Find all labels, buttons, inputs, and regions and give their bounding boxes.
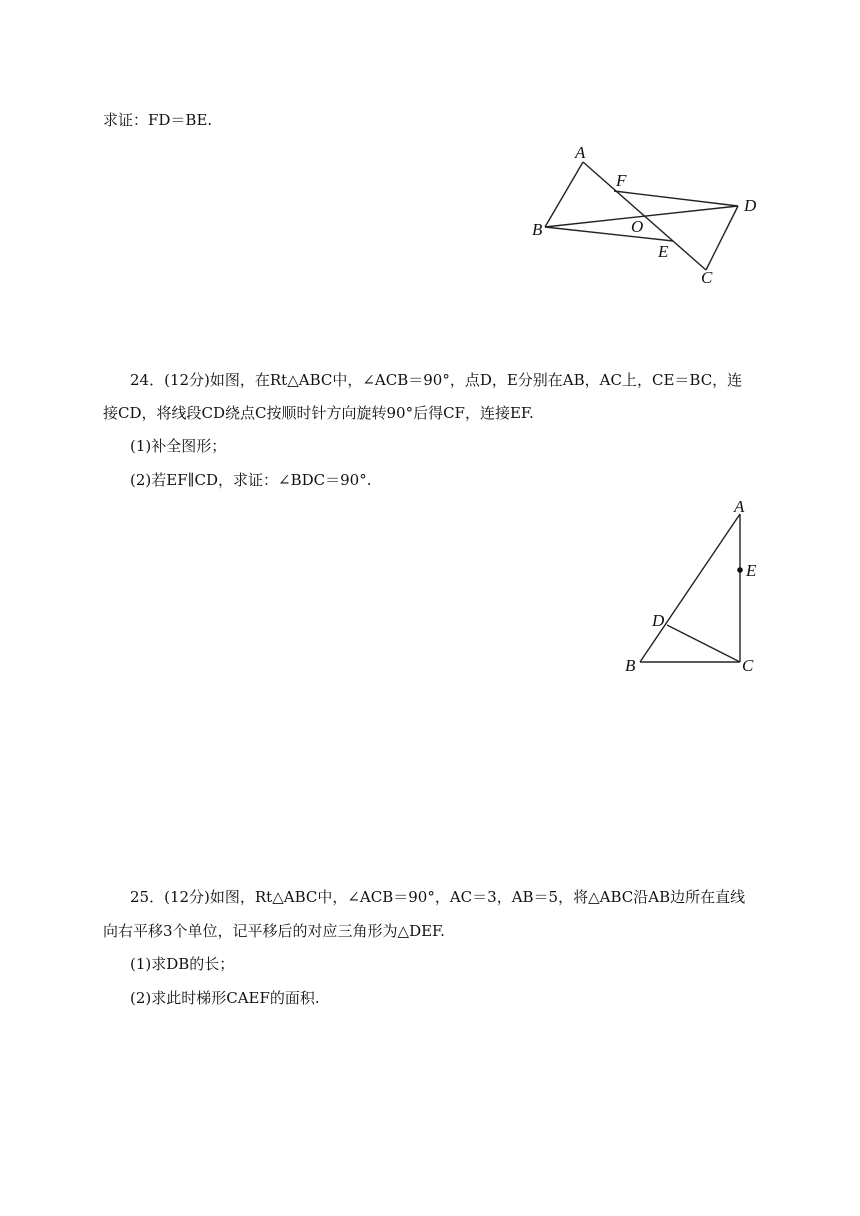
- segment-ab: [640, 514, 740, 662]
- label-c: C: [701, 268, 713, 287]
- segment-cd: [706, 206, 738, 270]
- figure-2-svg: [620, 495, 780, 685]
- problem-25-line-2: 向右平移3个单位，记平移后的对应三角形为△DEF.: [103, 922, 445, 940]
- figure-1-svg: [520, 140, 780, 290]
- label-f: F: [616, 171, 627, 190]
- problem-25-line-1: 25．(12分)如图，Rt△ABC中，∠ACB＝90°，AC＝3，AB＝5，将△ABC沿AB边所在直线: [130, 888, 746, 906]
- segment-be: [545, 227, 673, 241]
- problem-24-part-1: (1)补全图形；: [130, 437, 227, 455]
- problem-24-line-2: 接CD，将线段CD绕点C按顺时针方向旋转90°后得CF，连接EF.: [103, 404, 534, 422]
- label-e: E: [658, 242, 669, 261]
- label-d: D: [744, 196, 757, 215]
- segment-dc: [667, 625, 740, 662]
- point-e: [737, 567, 743, 573]
- label-b: B: [625, 656, 636, 675]
- label-b: B: [532, 220, 543, 239]
- problem-24-part-2: (2)若EF∥CD，求证：∠BDC＝90°.: [130, 471, 372, 489]
- label-c: C: [742, 656, 754, 675]
- segment-ab: [545, 162, 583, 227]
- label-a: A: [734, 497, 745, 516]
- label-o: O: [631, 217, 644, 236]
- segment-fd: [614, 191, 738, 206]
- prev-problem-conclusion: 求证：FD＝BE.: [103, 111, 213, 129]
- figure-2: [620, 495, 780, 685]
- figure-1: [520, 140, 780, 290]
- problem-25-part-1: (1)求DB的长；: [130, 955, 235, 973]
- label-d: D: [652, 611, 665, 630]
- label-a: A: [575, 143, 586, 162]
- label-e: E: [746, 561, 757, 580]
- problem-25-part-2: (2)求此时梯形CAEF的面积.: [130, 989, 320, 1007]
- problem-24-line-1: 24．(12分)如图，在Rt△ABC中，∠ACB＝90°，点D，E分别在AB，AC上，CE＝BC，连: [130, 371, 743, 389]
